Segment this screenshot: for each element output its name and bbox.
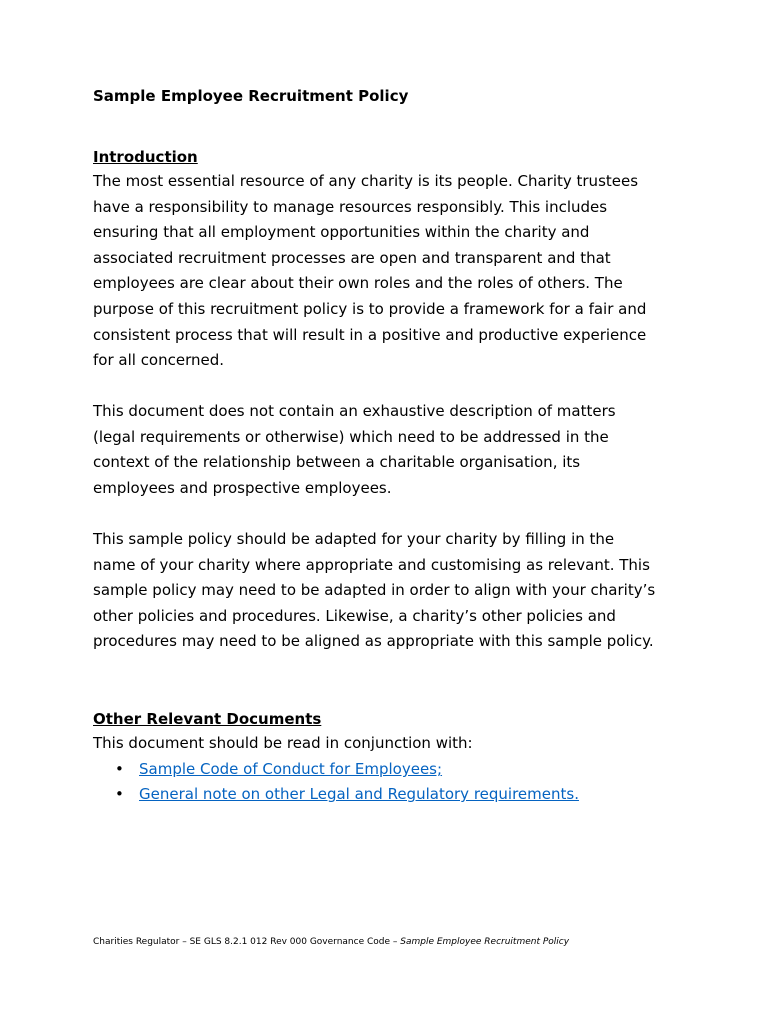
footer-text: Charities Regulator – SE GLS 8.2.1 012 Rev 000 Governance Code –: [93, 937, 401, 947]
text-line: (legal requirements or otherwise) which need to be addressed in the: [93, 427, 609, 446]
legal-regulatory-note-link[interactable]: General note on other Legal and Regulatory requirements.: [139, 785, 579, 803]
text-line: context of the relationship between a charitable organisation, its: [93, 453, 581, 472]
text-line: for all concerned.: [93, 351, 225, 370]
footer-document-title: Sample Employee Recruitment Policy: [400, 937, 570, 947]
text-line: employees are clear about their own roles and the roles of others. The: [93, 274, 623, 293]
page-footer: [93, 936, 569, 948]
list-item: [93, 757, 579, 782]
text-line: associated recruitment processes are open and transparent and that: [93, 248, 611, 267]
related-documents-list: [93, 757, 579, 807]
bullet-icon: •: [115, 785, 124, 803]
list-item: [93, 782, 579, 807]
text-line: This document should be read in conjunction with:: [93, 734, 473, 752]
page-title: Sample Employee Recruitment Policy: [93, 87, 409, 105]
introduction-paragraph-1: [93, 169, 693, 374]
text-line: purpose of this recruitment policy is to provide a framework for a fair and: [93, 299, 647, 318]
introduction-heading: Introduction: [93, 148, 198, 166]
text-line: The most essential resource of any charity is its people. Charity trustees: [93, 172, 639, 190]
code-of-conduct-link[interactable]: Sample Code of Conduct for Employees;: [139, 760, 443, 778]
text-line: name of your charity where appropriate and customising as relevant. This: [93, 555, 650, 574]
text-line: This document does not contain an exhaustive description of matters: [93, 402, 616, 420]
other-documents-intro: [93, 731, 693, 757]
text-line: consistent process that will result in a positive and productive experience: [93, 325, 647, 344]
text-line: have a responsibility to manage resources responsibly. This includes: [93, 197, 608, 216]
text-line: employees and prospective employees.: [93, 478, 392, 497]
introduction-paragraph-3: [93, 527, 693, 655]
text-line: ensuring that all employment opportunities within the charity and: [93, 223, 590, 242]
text-line: procedures may need to be aligned as appropriate with this sample policy.: [93, 632, 654, 651]
text-line: other policies and procedures. Likewise, a charity’s other policies and: [93, 606, 616, 625]
other-documents-heading: Other Relevant Documents: [93, 710, 322, 728]
introduction-paragraph-2: [93, 399, 693, 501]
bullet-icon: •: [115, 760, 124, 778]
text-line: sample policy may need to be adapted in order to align with your charity’s: [93, 581, 656, 600]
text-line: This sample policy should be adapted for your charity by filling in the: [93, 530, 615, 548]
